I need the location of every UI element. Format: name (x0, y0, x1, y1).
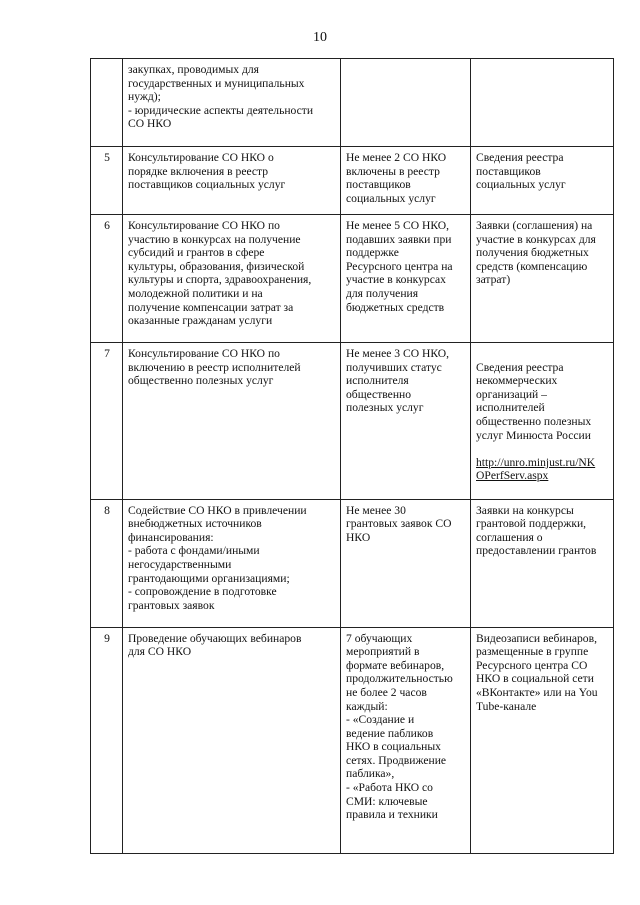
row-number: 7 (91, 343, 123, 500)
indicator-cell: Не менее 30 грантовых заявок СО НКО (341, 499, 471, 627)
result-text: Сведения реестра некоммерческих организаций – исполнителей общественно полезных услуг Минюста России (476, 360, 592, 442)
indicator-cell: Не менее 5 СО НКО, подавших заявки при поддержке Ресурсного центра на участие в конкурсах для получения бюджетных средств (341, 215, 471, 343)
row-number: 5 (91, 147, 123, 215)
activities-table (90, 58, 614, 854)
result-cell: Заявки на конкурсы грантовой поддержки, соглашения о предоставлении грантов (471, 499, 614, 627)
activity-cell: Проведение обучающих вебинаров для СО НКО (123, 627, 341, 853)
activity-cell: Консультирование СО НКО по участию в конкурсах на получение субсидий и грантов в сфере культуры, образования, физической культуры и спорта, здравоохранения, молодежной политики и на получение компенсации затрат за оказанные гражданам услуги (123, 215, 341, 343)
result-cell (471, 343, 614, 500)
page-number: 10 (313, 30, 327, 45)
activity-cell: закупках, проводимых для государственных и муниципальных нужд); - юридические аспекты деятельности СО НКО (123, 59, 341, 147)
row-number: 9 (91, 627, 123, 853)
result-cell: Видеозаписи вебинаров, размещенные в группе Ресурсного центра СО НКО в социальной сети «ВКонтакте» или на You Tube-канале (471, 627, 614, 853)
indicator-cell: Не менее 3 СО НКО, получивших статус исполнителя общественно полезных услуг (341, 343, 471, 500)
activity-cell: Содействие СО НКО в привлечении внебюджетных источников финансирования: - работа с фондами/иными негосударственными грантодающими организациями; - сопровождение в подготовке грантовых заявок (123, 499, 341, 627)
table-row (91, 59, 614, 147)
table-row (91, 215, 614, 343)
indicator-cell: Не менее 2 СО НКО включены в реестр поставщиков социальных услуг (341, 147, 471, 215)
result-cell: Сведения реестра поставщиков социальных услуг (471, 147, 614, 215)
row-number: 6 (91, 215, 123, 343)
row-number (91, 59, 123, 147)
activity-cell: Консультирование СО НКО о порядке включения в реестр поставщиков социальных услуг (123, 147, 341, 215)
minjust-registry-link[interactable]: http://unro.minjust.ru/NK OPerfServ.aspx (476, 455, 596, 483)
row-number: 8 (91, 499, 123, 627)
table-row (91, 147, 614, 215)
result-cell: Заявки (соглашения) на участие в конкурсах для получения бюджетных средств (компенсацию затрат) (471, 215, 614, 343)
result-cell (471, 59, 614, 147)
table-row (91, 343, 614, 500)
indicator-cell (341, 59, 471, 147)
table-row (91, 499, 614, 627)
indicator-cell: 7 обучающих мероприятий в формате вебинаров, продолжительностью не более 2 часов каждый: - «Создание и ведение пабликов НКО в социальных сетях. Продвижение паблика», - «Работа НКО со СМИ: ключевые правила и техники (341, 627, 471, 853)
activity-cell: Консультирование СО НКО по включению в реестр исполнителей общественно полезных услуг (123, 343, 341, 500)
table-row (91, 627, 614, 853)
